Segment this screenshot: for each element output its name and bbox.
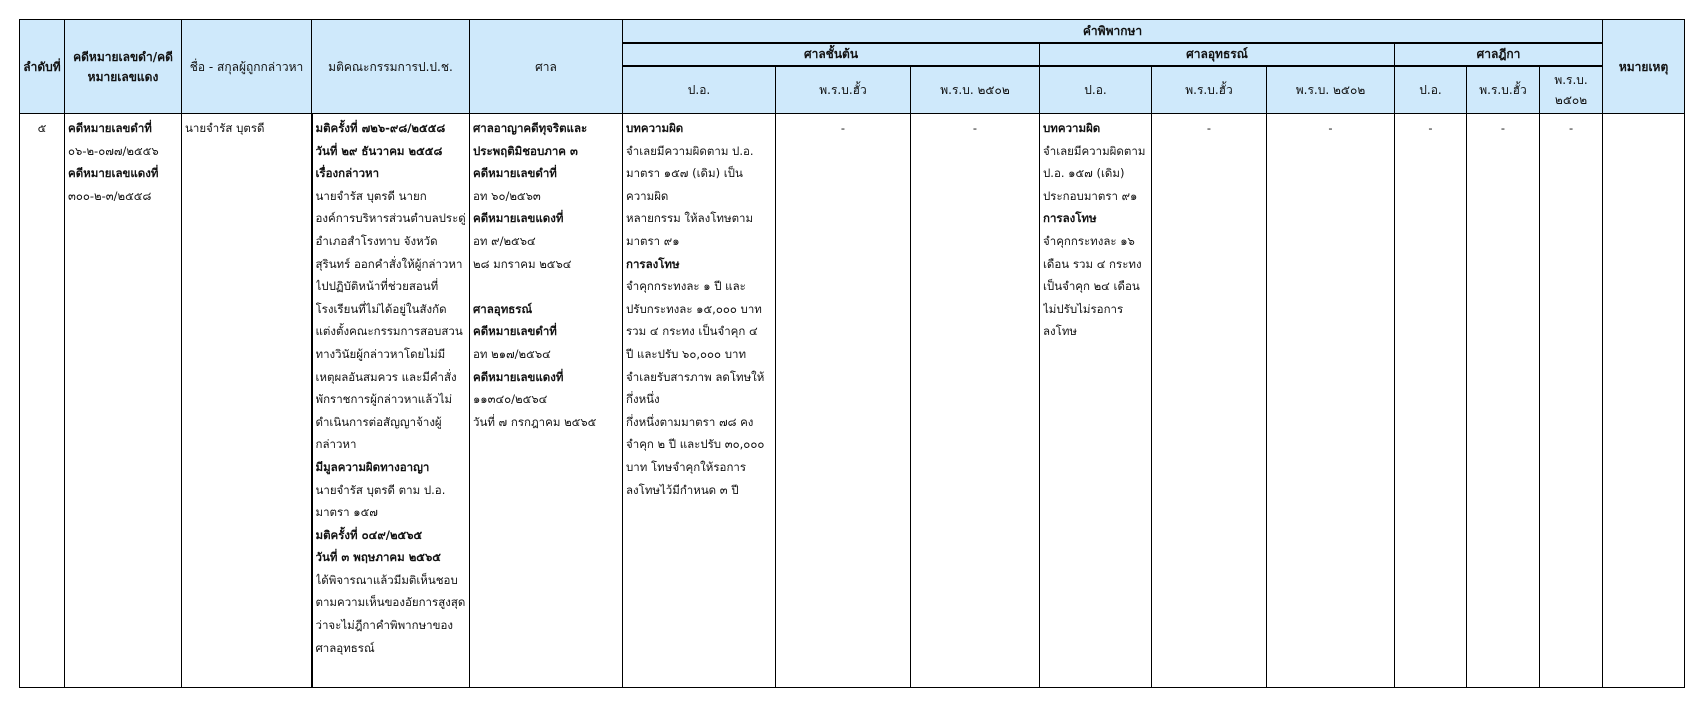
text-line: ลงโทษ (1043, 324, 1078, 339)
text-line: คดีหมายเลขแดงที่ (473, 211, 564, 226)
text-line: ปรับกระทงละ ๑๕,๐๐๐ บาท (626, 301, 762, 316)
text-line: ป.อ. ๑๕๗ (เดิม) (1043, 166, 1125, 181)
text-line: พักราชการผู้กล่าวหาแล้วไม่ (315, 392, 453, 407)
header-first-bribe-act: พ.ร.บ.ฮั้ว (776, 66, 911, 114)
header-no: ลำดับที่ (20, 20, 65, 114)
text-line: กล่าวหา (315, 437, 357, 452)
header-court: ศาล (470, 20, 623, 114)
cell-court (470, 114, 623, 688)
header-appeal-bribe-act: พ.ร.บ.ฮั้ว (1152, 66, 1267, 114)
text-line: เป็นจำคุก ๒๔ เดือน (1043, 279, 1140, 294)
cell-first-act-2502: - (911, 114, 1040, 688)
text-line: ทางวินัยผู้กล่าวหาโดยไม่มี (315, 346, 446, 361)
header-remarks: หมายเหตุ (1603, 20, 1685, 114)
text-line: เดือน รวม ๔ กระทง (1043, 256, 1142, 271)
cell-case-numbers (65, 114, 182, 688)
header-supreme-act-2502: พ.ร.บ. ๒๕๐๒ (1540, 66, 1603, 114)
text-line: แต่งตั้งคณะกรรมการสอบสวน (315, 324, 463, 339)
text-line: ได้พิจารณาแล้วมีมติเห็นชอบ (315, 572, 458, 587)
text-line: อท ๒๑๗/๒๕๖๔ (473, 346, 551, 361)
header-supreme-pa: ป.อ. (1395, 66, 1467, 114)
text-line: กึ่งหนึ่ง (626, 392, 660, 407)
cell-appeal-pa (1040, 114, 1152, 688)
text-line: จำคุกกระทงละ ๑๖ (1043, 233, 1135, 248)
text-line: คดีหมายเลขดำที่ (68, 121, 152, 135)
case-table (19, 19, 1685, 688)
text-line: จำเลยมีความผิดตาม (1043, 143, 1146, 158)
text-line: มาตรา ๑๕๗ (เดิม) เป็น (626, 166, 743, 181)
text-line: นายจำรัส บุตรดี นายก (315, 188, 427, 203)
text-line: คดีหมายเลขดำที่ (473, 166, 557, 181)
cell-supreme-bribe-act: - (1467, 114, 1540, 688)
header-court-supreme: ศาลฎีกา (1395, 43, 1603, 66)
text-line: ตามความเห็นของอัยการสูงสุด (315, 595, 466, 610)
cell-first-bribe-act: - (776, 114, 911, 688)
text-line: บทความผิด (1043, 121, 1101, 135)
text-line: โรงเรียนที่ไม่ได้อยู่ในสังกัด (315, 301, 447, 316)
text-line: ๒๘ มกราคม ๒๕๖๔ (473, 256, 572, 271)
text-line: มาตรา ๑๕๗ (315, 505, 378, 520)
cell-appeal-bribe-act: - (1152, 114, 1267, 688)
text-line: ๑๑๓๔๐/๒๕๖๔ (473, 392, 548, 407)
header-accused-name: ชื่อ - สกุลผู้ถูกกล่าวหา (182, 20, 312, 114)
text-line: วันที่ ๓ พฤษภาคม ๒๕๖๕ (315, 550, 441, 565)
header-first-act-2502: พ.ร.บ. ๒๕๐๒ (911, 66, 1040, 114)
text-line: เหตุผลอันสมควร และมีคำสั่ง (315, 369, 457, 384)
text-line: ปี และปรับ ๖๐,๐๐๐ บาท (626, 346, 747, 361)
text-line: บาท โทษจำคุกให้รอการ (626, 459, 747, 474)
cell-remarks (1603, 114, 1685, 688)
text-line: หลายกรรม ให้ลงโทษตาม (626, 211, 754, 226)
text-line: ประพฤติมิชอบภาค ๓ (473, 143, 578, 158)
table-row (20, 114, 1685, 688)
text-line: จำเลยมีความผิดตาม ป.อ. (626, 143, 754, 158)
header-supreme-bribe-act: พ.ร.บ.ฮั้ว (1467, 66, 1540, 114)
text-line: การลงโทษ (626, 256, 680, 271)
text-line: คดีหมายเลขแดงที่ (473, 369, 564, 384)
text-line: องค์การบริหารส่วนตำบลประดู่ (315, 211, 466, 226)
text-line: ว่าจะไม่ฎีกาคำพิพากษาของ (315, 618, 453, 633)
text-line: จำเลยรับสารภาพ ลดโทษให้ (626, 369, 765, 384)
cell-first-pa (623, 114, 776, 688)
text-line: ๐๖-๒-๐๗๗/๒๕๕๖ (68, 143, 159, 158)
text-line: อท ๙/๒๕๖๔ (473, 233, 536, 248)
text-line (473, 275, 619, 298)
text-line: ลงโทษไว้มีกำหนด ๓ ปี (626, 482, 739, 497)
header-court-first: ศาลชั้นต้น (623, 43, 1040, 66)
text-line: ๓๐๐-๒-๓/๒๕๕๘ (68, 188, 152, 203)
text-line: เรื่องกล่าวหา (315, 166, 380, 181)
text-line: ประกอบมาตรา ๙๑ (1043, 188, 1138, 203)
text-line: สุรินทร์ ออกคำสั่งให้ผู้กล่าวหา (315, 256, 463, 271)
text-line: ไปปฏิบัติหน้าที่ช่วยสอนที่ (315, 279, 439, 294)
text-line: คดีหมายเลขแดงที่ (68, 166, 159, 181)
header-first-pa: ป.อ. (623, 66, 776, 114)
text-line: อำเภอสำโรงทาบ จังหวัด (315, 233, 438, 248)
text-line: การลงโทษ (1043, 211, 1097, 226)
text-line: คดีหมายเลขดำที่ (473, 324, 557, 339)
text-line: ดำเนินการต่อสัญญาจ้างผู้ (315, 414, 442, 429)
text-line: วันที่ ๒๙ ธันวาคม ๒๕๕๘ (315, 143, 443, 158)
text-line: อท ๖๐/๒๕๖๓ (473, 188, 541, 203)
text-line: มาตรา ๙๑ (626, 233, 680, 248)
cell-appeal-act-2502: - (1267, 114, 1395, 688)
cell-supreme-act-2502: - (1540, 114, 1603, 688)
text-line: ไม่ปรับไม่รอการ (1043, 301, 1124, 316)
text-line: นายจำรัส บุตรดี ตาม ป.อ. (315, 482, 446, 497)
text-line: รวม ๔ กระทง เป็นจำคุก ๔ (626, 324, 758, 339)
text-line: มติครั้งที่ ๗๒๖-๙๘/๒๕๕๘ (315, 121, 446, 135)
header-appeal-act-2502: พ.ร.บ. ๒๕๐๒ (1267, 66, 1395, 114)
text-line: มีมูลความผิดทางอาญา (315, 459, 430, 474)
text-line: บทความผิด (626, 121, 684, 135)
header-judgment: คำพิพากษา (623, 20, 1603, 43)
header-nacc-resolution: มติคณะกรรมการป.ป.ช. (312, 20, 470, 114)
cell-supreme-pa: - (1395, 114, 1467, 688)
cell-nacc-resolution (312, 114, 470, 688)
cell-no: ๕ (20, 114, 65, 688)
text-line: วันที่ ๗ กรกฎาคม ๒๕๖๕ (473, 414, 597, 429)
text-line: จำคุก ๒ ปี และปรับ ๓๐,๐๐๐ (626, 437, 765, 452)
text-line: มติครั้งที่ ๐๔๙/๒๕๖๕ (315, 527, 423, 542)
cell-accused-name: นายจำรัส บุตรดี (182, 114, 312, 688)
text-line: ศาลอุทธรณ์ (315, 640, 375, 655)
text-line: ความผิด (626, 188, 669, 203)
text-line: ศาลอุทธรณ์ (473, 301, 533, 316)
header-case-numbers: คดีหมายเลขดำ/คดีหมายเลขแดง (65, 20, 182, 114)
header-court-appeal: ศาลอุทธรณ์ (1040, 43, 1395, 66)
header-appeal-pa: ป.อ. (1040, 66, 1152, 114)
text-line: จำคุกกระทงละ ๑ ปี และ (626, 279, 746, 294)
text-line: กึ่งหนึ่งตามมาตรา ๗๘ คง (626, 414, 754, 429)
text-line: ศาลอาญาคดีทุจริตและ (473, 121, 588, 135)
